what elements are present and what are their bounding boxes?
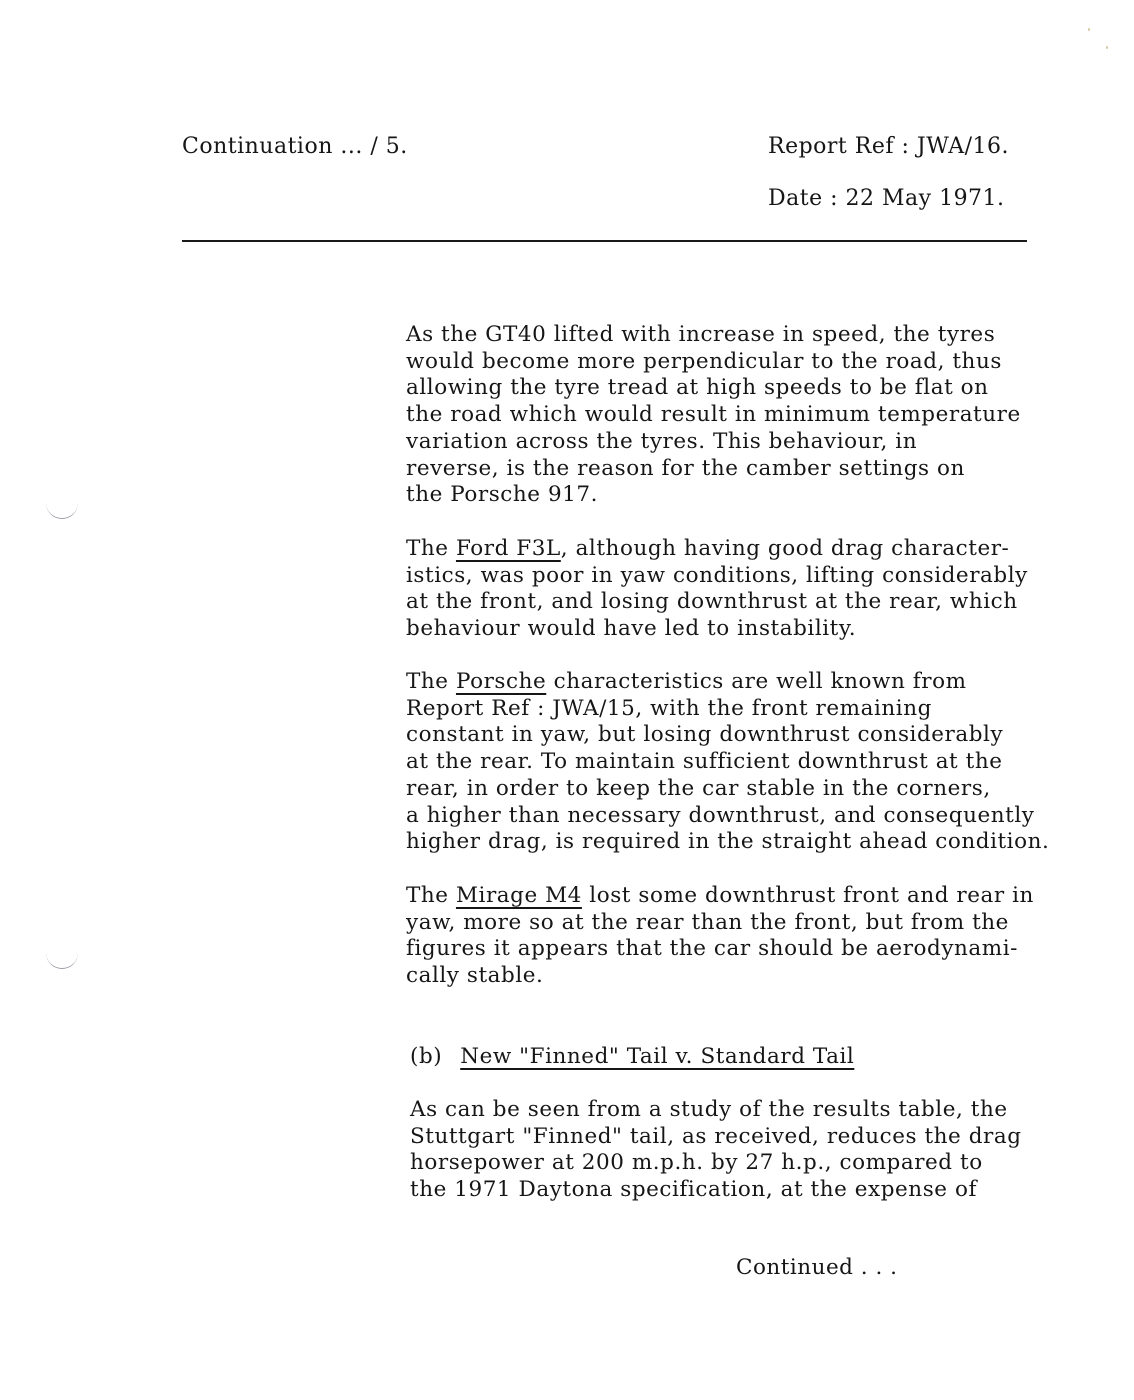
- text-line: As can be seen from a study of the results table, the: [410, 1097, 1008, 1122]
- paragraph-ford-f3l: [406, 536, 1086, 643]
- text-line: at the rear. To maintain sufficient downthrust at the: [406, 749, 1003, 775]
- report-ref: Report Ref : JWA/16.: [768, 134, 1010, 159]
- text-line: allowing the tyre tread at high speeds to be flat on: [406, 375, 989, 401]
- text-line: As the GT40 lifted with increase in speed, the tyres: [406, 322, 996, 347]
- text-line: would become more perpendicular to the road, thus: [406, 348, 1002, 374]
- paragraph-porsche: [406, 669, 1086, 856]
- punch-hole-mark-top: [46, 500, 78, 519]
- text-line: the road which would result in minimum temperature: [406, 402, 1021, 428]
- text-line: istics, was poor in yaw conditions, lifting considerably: [406, 562, 1028, 588]
- text-line: rear, in order to keep the car stable in the corners,: [406, 775, 991, 801]
- report-date: Date : 22 May 1971.: [768, 186, 1005, 211]
- text-line: The Mirage M4 lost some downthrust front and rear in: [406, 883, 1034, 908]
- section-b-label: (b): [410, 1044, 443, 1069]
- text-line: the Porsche 917.: [406, 482, 599, 508]
- text-line: variation across the tyres. This behaviour, in: [406, 428, 918, 454]
- underlined-car-name: Ford F3L: [455, 536, 561, 561]
- text-line: cally stable.: [406, 963, 544, 989]
- text-line: constant in yaw, but losing downthrust considerably: [406, 722, 1004, 748]
- text-line: The Porsche characteristics are well known from: [406, 669, 967, 694]
- paragraph-mirage-m4: [406, 883, 1086, 990]
- section-b-heading: [410, 1044, 1090, 1071]
- text-line: figures it appears that the car should be aerodynami-: [406, 936, 1018, 962]
- text-line: The Ford F3L, although having good drag character-: [406, 536, 1010, 561]
- header-divider: [182, 240, 1027, 242]
- text-line: at the front, and losing downthrust at the rear, which: [406, 589, 1018, 615]
- punch-hole-mark-bottom: [46, 950, 78, 969]
- text-line: Report Ref : JWA/15, with the front remaining: [406, 695, 932, 721]
- underlined-car-name: Porsche: [455, 669, 547, 694]
- paper-speck: [1088, 28, 1090, 31]
- paper-speck: [1106, 46, 1108, 49]
- text-line: yaw, more so at the rear than the front, but from the: [406, 909, 1009, 935]
- paragraph-gt40: [406, 322, 1086, 509]
- text-line: higher drag, is required in the straight ahead condition.: [406, 829, 1050, 855]
- continuation-label: Continuation ... / 5.: [182, 134, 408, 159]
- text-line: the 1971 Daytona specification, at the expense of: [410, 1177, 977, 1203]
- continued-label: Continued . . .: [736, 1255, 898, 1280]
- text-line: reverse, is the reason for the camber settings on: [406, 455, 965, 481]
- text-line: horsepower at 200 m.p.h. by 27 h.p., compared to: [410, 1150, 983, 1176]
- text-line: Stuttgart "Finned" tail, as received, reduces the drag: [410, 1123, 1022, 1149]
- underlined-car-name: Mirage M4: [455, 883, 582, 908]
- text-line: behaviour would have led to instability.: [406, 616, 857, 642]
- section-b-title: New "Finned" Tail v. Standard Tail: [460, 1044, 855, 1069]
- paragraph-finned-tail: [410, 1097, 1090, 1204]
- text-line: a higher than necessary downthrust, and consequently: [406, 802, 1035, 828]
